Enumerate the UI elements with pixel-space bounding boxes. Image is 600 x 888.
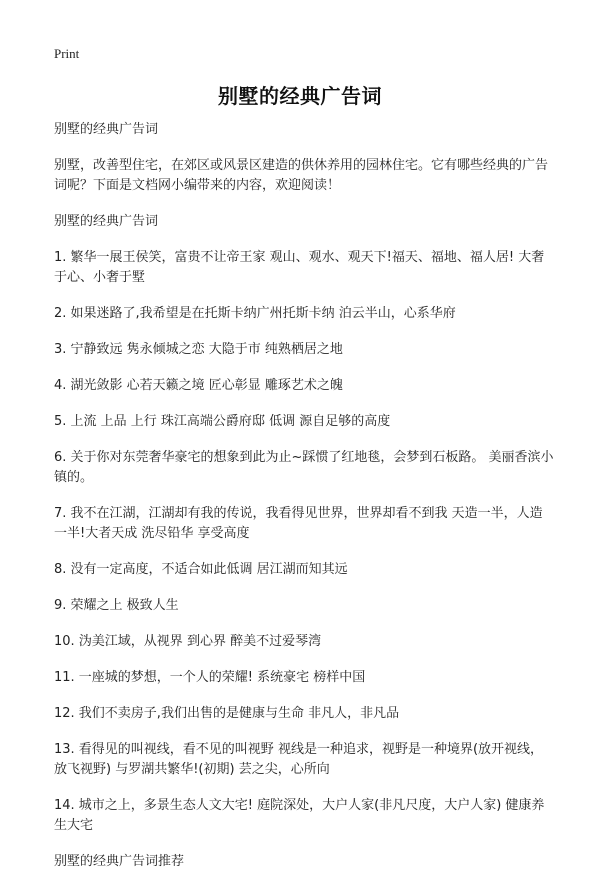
list-item: 11. 一座城的梦想，一个人的荣耀! 系统豪宅 榜样中国 [54,670,366,685]
list-item: 10. 沩美江域，从视界 到心界 醉美不过爱琴湾 [54,634,322,649]
list-item: 3. 宁静致远 隽永倾城之恋 大隐于市 纯熟栖居之地 [54,342,343,357]
list-item: 4. 湖光敛影 心若天籁之境 匠心彰显 雕琢艺术之魄 [54,378,343,393]
print-link[interactable]: Print [54,46,80,61]
list-item: 2. 如果迷路了,我希望是在托斯卡纳广州托斯卡纳 泊云半山，心系华府 [54,306,456,321]
slogans-heading: 别墅的经典广告词 [54,214,159,229]
document-body [54,120,554,888]
list-item: 7. 我不在江湖，江湖却有我的传说，我看得见世界，世界却看不到我 天造一半，人造一半!大者天成 洗尽铅华 享受高度 [54,506,543,541]
document-title: 别墅的经典广告词 [218,84,382,108]
recommend-heading: 别墅的经典广告词推荐 [54,854,185,869]
list-item: 6. 关于你对东莞奢华豪宅的想象到此为止~踩惯了红地毯，会梦到石板路。 美丽香滨小镇的。 [54,450,554,485]
intro-heading: 别墅的经典广告词 [54,122,159,137]
list-item: 8. 没有一定高度，不适合如此低调 居江湖而知其远 [54,562,348,577]
list-item: 9. 荣耀之上 极致人生 [54,598,179,613]
list-item: 12. 我们不卖房子,我们出售的是健康与生命 非凡人，非凡品 [54,706,400,721]
slogan-list [54,248,554,836]
list-item: 1. 繁华一展王侯笑，富贵不让帝王家 观山、观水、观天下!福天、福地、福人居! 大奢于心、小奢于墅 [54,250,545,285]
list-item: 13. 看得见的叫视线，看不见的叫视野 视线是一种追求，视野是一种境界(放开视线，放飞视野) 与罗湖共繁华!(初期) 芸之尖，心所向 [54,742,544,777]
list-item: 14. 城市之上，多景生态人文大宅! 庭院深处，大户人家(非凡尺度，大户人家) 健康养生大宅 [54,798,545,833]
list-item: 5. 上流 上品 上行 珠江高端公爵府邸 低调 源自足够的高度 [54,414,391,429]
intro-paragraph: 别墅，改善型住宅，在郊区或风景区建造的供休养用的园林住宅。它有哪些经典的广告词呢？下面是文档网小编带来的内容，欢迎阅读！ [54,158,549,193]
